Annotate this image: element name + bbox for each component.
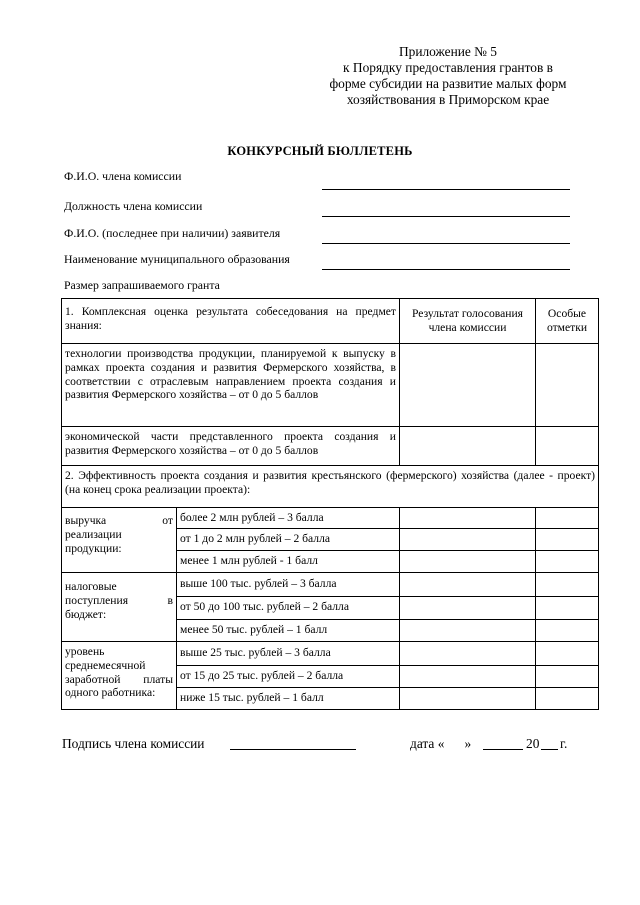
criterion-taxes-label: налоговые <box>65 580 117 593</box>
field-label-member-position: Должность члена комиссии <box>64 199 203 213</box>
vote-cell[interactable] <box>400 620 536 642</box>
option-taxes-3: менее 50 тыс. рублей – 1 балл <box>177 620 400 642</box>
table-row <box>62 427 599 466</box>
criterion-taxes-label: в <box>167 593 173 607</box>
notes-cell[interactable] <box>536 344 599 427</box>
page-title: КОНКУРСНЫЙ БЮЛЛЕТЕНЬ <box>227 144 413 158</box>
option-salary-1: выше 25 тыс. рублей – 3 балла <box>177 642 400 666</box>
annex-line-3: форме субсидии на развитие малых форм <box>329 76 567 91</box>
option-taxes-2: от 50 до 100 тыс. рублей – 2 балла <box>177 597 400 620</box>
vote-cell[interactable] <box>400 642 536 666</box>
table-row <box>62 642 599 666</box>
criterion-revenue <box>62 508 177 573</box>
table-header-row <box>62 299 599 344</box>
signature-input[interactable] <box>230 749 356 750</box>
annex-line-1: Приложение № 5 <box>398 44 498 59</box>
vote-cell[interactable] <box>400 666 536 688</box>
vote-cell[interactable] <box>400 508 536 529</box>
vote-cell[interactable] <box>400 688 536 710</box>
vote-cell[interactable] <box>400 344 536 427</box>
option-salary-2: от 15 до 25 тыс. рублей – 2 балла <box>177 666 400 688</box>
section-2-row <box>62 466 599 508</box>
field-label-member-name: Ф.И.О. члена комиссии <box>64 169 182 183</box>
vote-cell[interactable] <box>400 529 536 551</box>
table-row <box>62 573 599 597</box>
section-1-heading: 1. Комплексная оценка результата собеседования на предмет знания: <box>62 299 400 344</box>
field-input-municipality[interactable] <box>322 269 570 270</box>
option-revenue-2: от 1 до 2 млн рублей – 2 балла <box>177 529 400 551</box>
notes-cell[interactable] <box>536 620 599 642</box>
vote-cell[interactable] <box>400 427 536 466</box>
year-input[interactable] <box>541 749 558 750</box>
criterion-salary <box>62 642 177 710</box>
annex-line-2: к Порядку предоставления грантов в <box>343 60 553 75</box>
notes-cell[interactable] <box>536 573 599 597</box>
notes-cell[interactable] <box>536 666 599 688</box>
annex-line-4: хозяйствования в Приморском крае <box>346 92 550 107</box>
field-label-municipality: Наименование муниципального образования <box>64 252 290 266</box>
option-revenue-3: менее 1 млн рублей - 1 балл <box>177 551 400 573</box>
criterion-economics: экономической части представленного проекта создания и развития Фермерского хозяйства – от 0 до 5 баллов <box>62 427 400 466</box>
criterion-revenue-label: выручка <box>65 514 107 527</box>
field-input-applicant-name[interactable] <box>322 243 570 244</box>
date-month-input[interactable] <box>483 749 523 750</box>
notes-cell[interactable] <box>536 427 599 466</box>
criterion-revenue-label: от <box>162 514 173 527</box>
notes-cell[interactable] <box>536 642 599 666</box>
criterion-technology: технологии производства продукции, планируемой к выпуску в рамках проекта создания и развития Фермерского хозяйства, в соответствии с отраслевым направлением проекта создания и развития Фермерского хозяйства – от 0 до 5 баллов <box>62 344 400 427</box>
criterion-salary-label: заработной <box>65 672 121 686</box>
column-voting-result: Результат голосования члена комиссии <box>400 299 536 344</box>
table-row <box>62 344 599 427</box>
field-input-member-position[interactable] <box>322 216 570 217</box>
notes-cell[interactable] <box>536 551 599 573</box>
criterion-salary-label: уровень среднемесячной <box>65 645 146 672</box>
year-suffix: г. <box>560 736 568 751</box>
date-label: дата « » <box>410 736 472 751</box>
vote-cell[interactable] <box>400 573 536 597</box>
option-taxes-1: выше 100 тыс. рублей – 3 балла <box>177 573 400 597</box>
field-input-member-name[interactable] <box>322 189 570 190</box>
vote-cell[interactable] <box>400 597 536 620</box>
annex-header <box>310 44 586 108</box>
criterion-salary-label: одного работника: <box>65 686 156 700</box>
section-2-heading: 2. Эффективность проекта создания и развития крестьянского (фермерского) хозяйства (далее - проект) (на конец срока реализации проекта): <box>62 466 599 508</box>
notes-cell[interactable] <box>536 597 599 620</box>
table-row <box>62 508 599 529</box>
criterion-salary-label: платы <box>143 672 173 686</box>
vote-cell[interactable] <box>400 551 536 573</box>
ballot-table <box>61 298 599 710</box>
criterion-taxes-label: поступления <box>65 593 129 607</box>
notes-cell[interactable] <box>536 688 599 710</box>
criterion-revenue-label: реализации продукции: <box>65 527 122 555</box>
year-prefix: 20 <box>526 736 540 751</box>
column-special-notes: Особые отметки <box>536 299 599 344</box>
field-label-grant-size: Размер запрашиваемого гранта <box>64 278 220 292</box>
option-revenue-1: более 2 млн рублей – 3 балла <box>177 508 400 529</box>
notes-cell[interactable] <box>536 508 599 529</box>
field-label-applicant-name: Ф.И.О. (последнее при наличии) заявителя <box>64 226 281 240</box>
signature-label: Подпись члена комиссии <box>62 736 205 751</box>
notes-cell[interactable] <box>536 529 599 551</box>
criterion-taxes-label: бюджет: <box>65 607 107 621</box>
criterion-taxes <box>62 573 177 642</box>
option-salary-3: ниже 15 тыс. рублей – 1 балл <box>177 688 400 710</box>
